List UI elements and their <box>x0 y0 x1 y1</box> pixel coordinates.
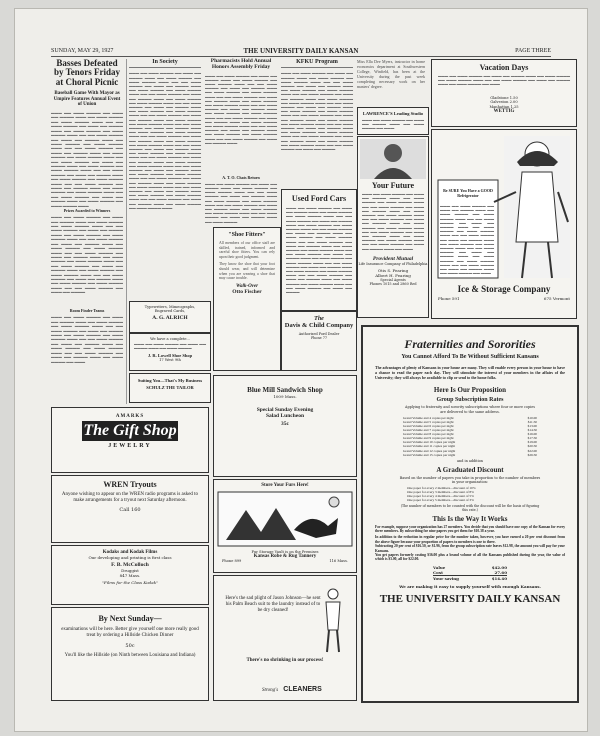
rate-label: Grand Volume and 7 copies per night <box>403 428 454 433</box>
vacation-title: Vacation Days <box>479 63 529 72</box>
shoe-title: "Shoe Fitters" <box>228 232 266 238</box>
value-label: Value <box>433 564 446 570</box>
shoe-brand: Walk-Over <box>235 283 259 289</box>
blue-mill-ad <box>213 375 357 477</box>
hillside-foot: You'll like the Hillside (on Ninth between Louisiana and Indiana) <box>64 653 196 658</box>
shoe-body-2: They know the shoe that your foot should wear, and will determine when you are wearing a shoe that may cause trouble. <box>219 262 275 281</box>
choral-body: ▬▬▬ ▬▬ ▬▬▬ ▬▬▬▬ ▬▬ ▬▬▬ ▬▬ ▬▬▬▬ ▬▬▬ ▬▬ ▬▬▬ ▬▬▬▬ ▬▬ ▬▬▬ ▬▬▬▬ ▬▬▬ ▬▬ ▬▬ ▬▬▬ ▬▬▬▬ ▬▬ ▬▬▬ ▬▬ ▬▬▬▬ ▬▬▬ ▬▬ ▬▬▬ ▬▬▬▬ ▬▬ ▬▬▬ ▬▬▬▬ ▬▬▬ ▬▬ ▬▬ ▬▬▬ ▬▬▬▬ ▬▬ ▬▬▬ ▬▬ ▬▬▬▬ ▬▬▬ ▬▬ ▬▬▬ ▬▬▬▬ ▬▬ ▬▬▬ ▬▬▬▬ ▬▬▬ ▬▬ ▬▬ ▬▬▬ ▬▬▬▬ ▬▬ ▬▬▬ ▬▬ ▬▬▬▬ ▬▬▬ ▬▬ ▬▬▬ ▬▬▬▬ ▬▬ ▬▬▬ ▬▬▬▬ ▬▬▬ ▬▬ ▬▬ ▬▬▬ ▬▬▬▬ ▬▬ ▬▬▬ ▬▬ ▬▬▬▬ ▬▬▬ ▬▬ ▬▬▬ ▬▬▬▬ ▬▬ ▬▬▬ ▬▬▬▬ ▬▬▬ ▬▬ ▬▬ ▬▬▬ ▬▬▬▬ ▬▬ ▬▬▬ ▬▬ ▬▬▬▬ ▬▬▬ ▬▬ ▬▬▬ ▬▬▬▬ ▬▬ ▬▬▬ ▬▬▬▬ ▬▬▬ ▬▬ ▬▬ ▬▬▬ ▬▬▬▬ ▬▬ ▬▬▬ ▬▬ ▬▬▬▬ ▬▬▬ ▬▬ ▬▬▬ ▬▬▬▬ ▬▬ ▬▬▬ ▬▬▬▬ ▬▬▬ ▬▬ ▬▬ ▬▬▬ ▬▬▬▬ ▬▬ ▬▬▬ ▬▬ ▬▬▬▬ ▬▬▬ ▬▬ ▬▬▬ ▬▬▬▬ ▬▬ ▬▬▬ ▬▬▬▬ ▬▬▬ <box>51 111 123 208</box>
bluemill-price: 35c <box>281 421 289 427</box>
rates-foot: and in addition <box>457 458 483 463</box>
pharm-body: ▬▬▬ ▬▬ ▬▬▬ ▬▬▬▬ ▬▬ ▬▬▬ ▬▬ ▬▬▬▬ ▬▬▬ ▬▬ ▬▬▬ ▬▬▬▬ ▬▬ ▬▬▬ ▬▬▬▬ ▬▬▬ ▬▬ ▬▬ ▬▬▬ ▬▬▬▬ ▬▬ ▬▬▬ ▬▬ ▬▬▬▬ ▬▬▬ ▬▬ ▬▬▬ ▬▬▬▬ ▬▬ ▬▬▬ ▬▬▬▬ ▬▬▬ ▬▬ ▬▬ ▬▬▬ ▬▬▬▬ ▬▬ ▬▬▬ ▬▬ ▬▬▬▬ ▬▬▬ ▬▬ ▬▬▬ ▬▬▬▬ ▬▬ ▬▬▬ ▬▬▬▬ ▬▬▬ ▬▬ ▬▬ ▬▬▬ ▬▬▬▬ ▬▬ ▬▬▬ ▬▬ ▬▬▬▬ ▬▬▬ ▬▬ ▬▬▬ ▬▬▬▬ ▬▬ ▬▬▬ ▬▬▬▬ ▬▬▬ ▬▬ ▬▬ ▬▬▬ ▬▬▬▬ ▬▬ ▬▬▬ ▬▬ ▬▬▬▬ ▬▬▬ ▬▬ ▬▬▬ ▬▬▬▬ ▬▬ ▬▬▬ ▬▬▬▬ ▬▬▬ ▬▬ ▬▬ ▬▬▬ ▬▬▬▬ ▬▬ ▬▬▬ ▬▬ ▬▬▬▬ ▬▬▬ ▬▬ ▬▬▬ ▬▬▬▬ ▬▬ ▬▬▬ ▬▬▬▬ ▬▬▬ ▬▬ ▬▬ ▬▬▬ ▬▬▬▬ ▬▬ ▬▬▬ ▬▬ ▬▬▬▬ ▬▬▬ <box>205 73 277 145</box>
column-kfku <box>281 59 353 187</box>
fur-caption: Fur Storage Vault is on the Premises <box>251 550 319 554</box>
frat-works-body-2: In addition to the reduction in regular price for the number taken, however, you have earned a 20 per cent discount from the above figure because your proportion of papers to members is one to three. <box>375 535 565 544</box>
rate-label: Grand Volume and 9 copies per night <box>403 436 454 441</box>
frat-apply: Applying to fraternity and sorority subscriptions where four or more copies are delivered to the same address. <box>405 405 535 414</box>
graduated-line: One paper for every 4 members—discount of 5% <box>407 494 474 499</box>
lowell-shoe-ad <box>129 333 211 371</box>
frat-summary <box>433 565 507 581</box>
graduated-line: One paper for every 5 members—discount of 3% <box>407 498 474 503</box>
frat-works-body-4: You get papers formerly costing $36.00 plus a brand volume of all the Kansans published during the year, the value of which is $3.00, all for $22.00. <box>375 552 565 562</box>
future-agent-title: Special Agents <box>380 278 406 282</box>
pharm-body-2: ▬▬▬ ▬▬ ▬▬▬ ▬▬▬▬ ▬▬ ▬▬▬ ▬▬ ▬▬▬▬ ▬▬▬ ▬▬ ▬▬▬ ▬▬▬▬ ▬▬ ▬▬▬ ▬▬▬▬ ▬▬▬ ▬▬ ▬▬ ▬▬▬ ▬▬▬▬ ▬▬ ▬▬▬ ▬▬ ▬▬▬▬ ▬▬▬ ▬▬ ▬▬▬ ▬▬▬▬ ▬▬ ▬▬▬ ▬▬▬▬ ▬▬▬ ▬▬ ▬▬ ▬▬▬ ▬▬▬▬ ▬▬ ▬▬▬ ▬▬ ▬▬▬▬ ▬▬▬ ▬▬ ▬▬▬ ▬▬▬▬ ▬▬ ▬▬▬ ▬▬▬▬ ▬▬▬ ▬▬ ▬▬ ▬▬▬ ▬▬▬▬ ▬▬ ▬▬▬ ▬▬ ▬▬▬▬ ▬▬▬ ▬▬ ▬▬▬ ▬▬▬▬ <box>205 181 277 224</box>
kodak-name: F. B. McColloch <box>111 562 149 568</box>
future-company: Provident Mutual <box>372 256 414 262</box>
cleaners-body: Here's the sad plight of Jason Johnson—he sent his Palm Beach suit to the laundry instead of to be dry cleaned! <box>225 596 321 613</box>
rate-label: Grand Volume and 4 copies per night <box>403 415 454 420</box>
ice-phone: Phone 591 <box>438 296 460 301</box>
davis-child-ad <box>281 311 357 371</box>
ice-body: ▬▬▬ ▬▬ ▬▬▬ ▬▬▬▬ ▬▬ ▬▬▬ ▬▬ ▬▬▬▬ ▬▬▬ ▬▬ ▬▬▬ ▬▬▬▬ ▬▬ ▬▬▬ ▬▬▬▬ ▬▬▬ ▬▬ ▬▬ ▬▬▬ ▬▬▬▬ ▬▬ ▬▬▬ ▬▬ ▬▬▬▬ ▬▬▬ ▬▬ ▬▬▬ ▬▬▬▬ ▬▬ ▬▬▬ ▬▬▬▬ ▬▬▬ ▬▬ ▬▬ ▬▬▬ ▬▬▬▬ ▬▬ ▬▬▬ ▬▬ ▬▬▬▬ ▬▬▬ ▬▬ ▬▬▬ ▬▬▬▬ ▬▬ ▬▬▬ ▬▬▬▬ ▬▬▬ ▬▬ ▬▬ ▬▬▬ ▬▬▬▬ ▬▬ ▬▬▬ ▬▬ ▬▬▬▬ ▬▬▬ ▬▬ ▬▬▬ ▬▬▬▬ ▬▬ ▬▬▬ ▬▬▬▬ ▬▬▬ ▬▬ ▬▬ ▬▬▬ ▬▬▬▬ ▬▬ ▬▬▬ ▬▬ ▬▬▬▬ ▬▬▬ ▬▬ ▬▬▬ ▬▬▬▬ ▬▬ ▬▬▬ <box>440 204 494 276</box>
pharm-section: A. T. O. Chats Return <box>222 174 260 180</box>
rate-label: Grand Volume and 10 copies per night <box>403 440 456 445</box>
rate-row <box>403 453 537 457</box>
frat-footer: THE UNIVERSITY DAILY KANSAN <box>379 592 561 605</box>
kodak-title: Kodaks and Kodak Films <box>102 550 158 555</box>
rate-price: $10.00 <box>527 415 537 420</box>
wren-call: Call 160 <box>119 507 141 513</box>
frat-works: This Is the Way It Works <box>432 514 508 523</box>
rate-label: Grand Volume and 6 copies per night <box>403 423 454 428</box>
vacation-line-1: Gladstone 1.50 <box>490 96 518 100</box>
society-title: In Society <box>129 59 201 68</box>
schulz-name: SCHULZ THE TAILOR <box>146 385 194 390</box>
kodak-ad <box>51 545 209 605</box>
rate-price: $20.50 <box>527 444 537 449</box>
choral-subhead: Baseball Game With Mayor as Umpire Features Annual Event of Union <box>53 91 121 107</box>
bluemill-salad: Salad Luncheon <box>265 413 305 419</box>
future-body: ▬▬▬ ▬▬ ▬▬▬ ▬▬▬▬ ▬▬ ▬▬▬ ▬▬ ▬▬▬▬ ▬▬▬ ▬▬ ▬▬▬ ▬▬▬▬ ▬▬ ▬▬▬ ▬▬▬▬ ▬▬▬ ▬▬ ▬▬ ▬▬▬ ▬▬▬▬ ▬▬ ▬▬▬ ▬▬ ▬▬▬▬ ▬▬▬ ▬▬ ▬▬▬ ▬▬▬▬ ▬▬ ▬▬▬ ▬▬▬▬ ▬▬▬ ▬▬ ▬▬ ▬▬▬ ▬▬▬▬ ▬▬ ▬▬▬ ▬▬ ▬▬▬▬ ▬▬▬ ▬▬ ▬▬▬ ▬▬▬▬ ▬▬ ▬▬▬ ▬▬▬▬ ▬▬▬ ▬▬ ▬▬ ▬▬▬ ▬▬▬▬ ▬▬ ▬▬▬ ▬▬ ▬▬▬▬ ▬▬▬ ▬▬ ▬▬▬ ▬▬▬▬ ▬▬ ▬▬▬ ▬▬▬▬ ▬▬▬ ▬▬ ▬▬ ▬▬▬ ▬▬▬▬ ▬▬ ▬▬▬ ▬▬ ▬▬▬▬ ▬▬▬ ▬▬ ▬▬▬ <box>362 192 424 251</box>
rate-label: Grand Volume and 15 copies per night <box>403 452 456 457</box>
lawrence-studio-title: LAWRENCE'S Leading Studio <box>362 111 424 116</box>
provident-mutual-ad <box>357 136 429 318</box>
davis-name: Davis & Child Company <box>284 322 354 329</box>
lowell-name: J. R. Lowell Shoe Shop <box>147 353 193 358</box>
future-company-sub: Life Insurance Company of Philadelphia <box>358 262 428 266</box>
wren-body: Anyone wishing to appear on the WREN radio programs is asked to make arrangements for a tryout next Saturday afternoon. <box>61 492 199 503</box>
column-divider <box>126 59 127 404</box>
cleaners-ad <box>213 575 357 701</box>
value-amount: $42.00 <box>491 564 507 570</box>
alrich-name: A. G. ALRICH <box>152 315 188 321</box>
davis-phone: Phone 77 <box>310 336 328 340</box>
lowell-body: ▬▬▬ ▬▬ ▬▬▬ ▬▬▬▬ ▬▬ ▬▬▬ ▬▬ ▬▬▬▬ ▬▬▬ ▬▬ ▬▬▬ ▬▬▬▬ <box>134 342 206 351</box>
frat-works-body-3: Subtracting 20 per cent of $16.50, or $1.96, from the group subscription rate leaves $12.98, the amount you will pay for your Kansans. <box>375 544 565 553</box>
ice-storage-ad <box>431 129 577 319</box>
fur-address: 116 Mass. <box>329 559 348 563</box>
newspaper-page <box>14 8 588 732</box>
man-illustration <box>318 586 348 656</box>
cost-amount: 27.60 <box>494 569 507 575</box>
lowell-line-1: We have a complete... <box>150 337 190 341</box>
davis-sub: Authorized Ford Dealer <box>298 332 340 336</box>
frat-grad-body: Based on the number of papers you take in proportion to the number of members in your organization: <box>399 475 541 484</box>
vacation-line-2: Galveston 2.00 <box>490 100 518 105</box>
cleaners-logo-text: Strong's <box>262 688 279 693</box>
myers-body: Miss Ella Dee Myers, instructor in home economics department at Southwestern College, Winfield, has been at the University during the past week completing necessary work on her masters' degree. <box>357 59 425 89</box>
bluemill-title: Blue Mill Sandwich Shop <box>247 386 323 394</box>
alrich-line-1: Typewriters, Mimeographs, <box>144 305 196 309</box>
fraternities-ad <box>361 325 579 703</box>
kodak-body: Our developing and printing is first class <box>88 555 172 560</box>
frat-proposition: Here Is Our Proposition <box>433 386 507 395</box>
schulz-title: Suiting You—That's My Business <box>137 378 203 383</box>
ice-title: Ice & Storage Company <box>457 284 551 294</box>
kodak-sub: Druggist <box>121 568 139 573</box>
graduated-line: One paper for every 3 members—discount of 8% <box>407 490 474 495</box>
frat-intro: The advantages of plenty of Kansans in your house are many. They will enable every person in your house to have a chance to read the paper each day. They will stimulate the interest of your members in the affairs of the University; they will always be available to clip or send to the home folks. <box>375 366 565 380</box>
gift-main: The Gift Shop <box>83 422 177 439</box>
kfku-body: ▬▬▬ ▬▬ ▬▬▬ ▬▬▬▬ ▬▬ ▬▬▬ ▬▬ ▬▬▬▬ ▬▬▬ ▬▬ ▬▬▬ ▬▬▬▬ ▬▬ ▬▬▬ ▬▬▬▬ ▬▬▬ ▬▬ ▬▬ ▬▬▬ ▬▬▬▬ ▬▬ ▬▬▬ ▬▬ ▬▬▬▬ ▬▬▬ ▬▬ ▬▬▬ ▬▬▬▬ ▬▬ ▬▬▬ ▬▬▬▬ ▬▬▬ ▬▬ ▬▬ ▬▬▬ ▬▬▬▬ ▬▬ ▬▬▬ ▬▬ ▬▬▬▬ ▬▬▬ ▬▬ ▬▬▬ ▬▬▬▬ ▬▬ ▬▬▬ ▬▬▬▬ ▬▬▬ ▬▬ ▬▬ ▬▬▬ ▬▬▬▬ ▬▬ ▬▬▬ ▬▬ ▬▬▬▬ ▬▬▬ ▬▬ ▬▬▬ ▬▬▬▬ ▬▬ ▬▬▬ ▬▬▬▬ ▬▬▬ ▬▬ ▬▬ ▬▬▬ ▬▬▬▬ ▬▬ ▬▬▬ ▬▬ ▬▬▬▬ ▬▬▬ ▬▬ ▬▬▬ ▬▬▬▬ ▬▬ ▬▬▬ ▬▬▬▬ ▬▬▬ ▬▬ ▬▬ ▬▬▬ ▬▬▬▬ ▬▬ ▬▬▬ ▬▬ ▬▬▬▬ ▬▬▬ ▬▬ ▬▬▬ ▬▬▬▬ ▬▬ ▬▬▬ ▬▬▬▬ ▬▬▬ ▬▬ ▬▬ ▬▬▬ ▬▬▬▬ ▬▬ ▬▬▬ ▬▬ ▬▬▬▬ ▬▬▬ ▬▬ ▬▬▬ ▬▬▬▬ ▬▬ ▬▬▬ ▬▬▬▬ ▬▬▬ ▬▬ ▬▬ ▬▬▬ ▬▬▬▬ ▬▬ ▬▬▬ ▬▬ ▬▬▬▬ <box>281 71 353 151</box>
choral-body-2: ▬▬▬ ▬▬ ▬▬▬ ▬▬▬▬ ▬▬ ▬▬▬ ▬▬ ▬▬▬▬ ▬▬▬ ▬▬ ▬▬▬ ▬▬▬▬ ▬▬ ▬▬▬ ▬▬▬▬ ▬▬▬ ▬▬ ▬▬ ▬▬▬ ▬▬▬▬ ▬▬ ▬▬▬ ▬▬ ▬▬▬▬ ▬▬▬ ▬▬ ▬▬▬ ▬▬▬▬ ▬▬ ▬▬▬ ▬▬▬▬ ▬▬▬ ▬▬ ▬▬ ▬▬▬ ▬▬▬▬ ▬▬ ▬▬▬ ▬▬ ▬▬▬▬ ▬▬▬ ▬▬ ▬▬▬ ▬▬▬▬ ▬▬ ▬▬▬ ▬▬▬▬ ▬▬▬ ▬▬ ▬▬ ▬▬▬ ▬▬▬▬ ▬▬ ▬▬▬ ▬▬ ▬▬▬▬ ▬▬▬ ▬▬ ▬▬▬ ▬▬▬▬ ▬▬ ▬▬▬ ▬▬▬▬ ▬▬▬ ▬▬ ▬▬ ▬▬▬ ▬▬▬▬ ▬▬ ▬▬▬ ▬▬ ▬▬▬▬ ▬▬▬ ▬▬ ▬▬▬ ▬▬▬▬ ▬▬ ▬▬▬ ▬▬▬▬ ▬▬▬ ▬▬ ▬▬ ▬▬▬ ▬▬▬▬ ▬▬ ▬▬▬ ▬▬ ▬▬▬▬ ▬▬▬ ▬▬ ▬▬▬ ▬▬▬▬ ▬▬ ▬▬▬ ▬▬▬▬ ▬▬▬ ▬▬ ▬▬ ▬▬▬ ▬▬▬▬ ▬▬ ▬▬▬ ▬▬ ▬▬▬▬ <box>51 215 123 295</box>
summary-saving-row <box>433 575 507 581</box>
kodak-address: 847 Mass. <box>119 573 141 578</box>
fur-name: Kansas Robe & Rug Tannery <box>253 554 317 559</box>
cost-label: Cost <box>433 569 443 575</box>
used-ford-ad <box>281 189 357 311</box>
rate-label: Grand Volume and 12 copies per night <box>403 448 456 453</box>
hillside-price: 50c <box>125 643 135 649</box>
shoe-name: Otto Fischer <box>232 288 262 295</box>
column-society <box>129 59 201 299</box>
graduated-list <box>407 486 533 502</box>
society-body: ▬▬▬ ▬▬ ▬▬▬ ▬▬▬▬ ▬▬ ▬▬▬ ▬▬ ▬▬▬▬ ▬▬▬ ▬▬ ▬▬▬ ▬▬▬▬ ▬▬ ▬▬▬ ▬▬▬▬ ▬▬▬ ▬▬ ▬▬ ▬▬▬ ▬▬▬▬ ▬▬ ▬▬▬ ▬▬ ▬▬▬▬ ▬▬▬ ▬▬ ▬▬▬ ▬▬▬▬ ▬▬ ▬▬▬ ▬▬▬▬ ▬▬▬ ▬▬ ▬▬ ▬▬▬ ▬▬▬▬ ▬▬ ▬▬▬ ▬▬ ▬▬▬▬ ▬▬▬ ▬▬ ▬▬▬ ▬▬▬▬ ▬▬ ▬▬▬ ▬▬▬▬ ▬▬▬ ▬▬ ▬▬ ▬▬▬ ▬▬▬▬ ▬▬ ▬▬▬ ▬▬ ▬▬▬▬ ▬▬▬ ▬▬ ▬▬▬ ▬▬▬▬ ▬▬ ▬▬▬ ▬▬▬▬ ▬▬▬ ▬▬ ▬▬ ▬▬▬ ▬▬▬▬ ▬▬ ▬▬▬ ▬▬ ▬▬▬▬ ▬▬▬ ▬▬ ▬▬▬ ▬▬▬▬ ▬▬ ▬▬▬ ▬▬▬▬ ▬▬▬ ▬▬ ▬▬ ▬▬▬ ▬▬▬▬ ▬▬ ▬▬▬ ▬▬ ▬▬▬▬ ▬▬▬ ▬▬ ▬▬▬ ▬▬▬▬ ▬▬ ▬▬▬ ▬▬▬▬ ▬▬▬ ▬▬ ▬▬ ▬▬▬ ▬▬▬▬ ▬▬ ▬▬▬ ▬▬ ▬▬▬▬ ▬▬▬ ▬▬ ▬▬▬ ▬▬▬▬ ▬▬ ▬▬▬ ▬▬▬▬ ▬▬▬ ▬▬ ▬▬ ▬▬▬ ▬▬▬▬ ▬▬ ▬▬▬ ▬▬ ▬▬▬▬ ▬▬▬ ▬▬ ▬▬▬ ▬▬▬▬ ▬▬ ▬▬▬ ▬▬▬▬ ▬▬▬ ▬▬ ▬▬ ▬▬▬ ▬▬▬▬ ▬▬ ▬▬▬ ▬▬ ▬▬▬▬ ▬▬▬ ▬▬ ▬▬▬ ▬▬▬▬ ▬▬ ▬▬▬ ▬▬▬▬ ▬▬▬ ▬▬ ▬▬ ▬▬▬ ▬▬▬▬ ▬▬ ▬▬▬ ▬▬ ▬▬▬▬ ▬▬▬ ▬▬ ▬▬▬ ▬▬▬▬ ▬▬ ▬▬▬ ▬▬▬▬ ▬▬▬ ▬▬ ▬▬ ▬▬▬ ▬▬▬▬ ▬▬ ▬▬▬ ▬▬ ▬▬▬▬ ▬▬▬ ▬▬ ▬▬▬ ▬▬▬▬ ▬▬ ▬▬▬ ▬▬▬▬ ▬▬▬ ▬▬ ▬▬ ▬▬▬ ▬▬▬▬ ▬▬ ▬▬▬ ▬▬ ▬▬▬▬ ▬▬▬ ▬▬ ▬▬▬ ▬▬▬▬ ▬▬ ▬▬▬ ▬▬▬▬ ▬▬▬ ▬▬ ▬▬ ▬▬▬ ▬▬▬▬ ▬▬ ▬▬▬ ▬▬ ▬▬▬▬ ▬▬▬ ▬▬ ▬▬▬ ▬▬▬▬ ▬▬ ▬▬▬ ▬▬▬▬ ▬▬▬ <box>129 71 201 210</box>
rate-price: $26.50 <box>527 452 537 457</box>
schulz-tailor-ad <box>129 373 211 403</box>
fur-phone: Phone 899 <box>222 559 242 563</box>
fur-footer <box>214 559 356 563</box>
shoe-body: All members of our office staff are skilled, trained, informed and careful shoe fitters. You can rely upon their good judgment. <box>219 241 275 259</box>
fur-title: Store Your Furs Here! <box>261 483 309 488</box>
masthead-rule <box>51 56 551 57</box>
shoe-fitters-ad <box>213 227 281 371</box>
rate-label: Grand Volume and 11 copies per night <box>403 444 456 449</box>
bluemill-address: 1009 Mass. <box>273 394 297 399</box>
frat-works-body: For example, suppose your organization has 27 members. You decide that you should have one copy of the Kansan for every three members. By subscribing for nine papers you get them for $10.38 a year. <box>375 524 565 533</box>
future-agent-1: Otis S. Fearing <box>377 268 409 273</box>
column-myers <box>357 59 425 103</box>
hillside-ad <box>51 607 209 701</box>
rate-price: $14.50 <box>527 428 537 433</box>
lowell-address: 17 West 9th <box>159 358 181 362</box>
kfku-title: KFKU Program <box>281 59 353 68</box>
hillside-title: By Next Sunday— <box>98 614 162 623</box>
wren-title: WREN Tryouts <box>103 480 157 489</box>
ford-body: ▬▬▬ ▬▬ ▬▬▬ ▬▬▬▬ ▬▬ ▬▬▬ ▬▬ ▬▬▬▬ ▬▬▬ ▬▬ ▬▬▬ ▬▬▬▬ ▬▬ ▬▬▬ ▬▬▬▬ ▬▬▬ ▬▬ ▬▬ ▬▬▬ ▬▬▬▬ ▬▬ ▬▬▬ ▬▬ ▬▬▬▬ ▬▬▬ ▬▬ ▬▬▬ ▬▬▬▬ ▬▬ ▬▬▬ ▬▬▬▬ ▬▬▬ ▬▬ ▬▬ ▬▬▬ ▬▬▬▬ ▬▬ ▬▬▬ ▬▬ ▬▬▬▬ ▬▬▬ ▬▬ ▬▬▬ ▬▬▬▬ ▬▬ ▬▬▬ ▬▬▬▬ ▬▬▬ ▬▬ ▬▬ ▬▬▬ ▬▬▬▬ ▬▬ ▬▬▬ ▬▬ ▬▬▬▬ ▬▬▬ ▬▬ ▬▬▬ ▬▬▬▬ ▬▬ ▬▬▬ ▬▬▬▬ ▬▬▬ ▬▬ ▬▬ ▬▬▬ ▬▬▬▬ ▬▬ ▬▬▬ ▬▬ ▬▬▬▬ ▬▬▬ ▬▬ ▬▬▬ ▬▬▬▬ ▬▬ ▬▬▬ ▬▬▬▬ ▬▬▬ ▬▬ ▬▬ ▬▬▬ ▬▬▬▬ ▬▬ ▬▬▬ ▬▬ ▬▬▬▬ ▬▬▬ ▬▬ ▬▬▬ ▬▬▬▬ ▬▬ ▬▬▬ ▬▬▬▬ ▬▬▬ ▬▬ ▬▬ ▬▬▬ ▬▬▬▬ ▬▬ ▬▬▬ ▬▬ ▬▬▬▬ ▬▬▬ ▬▬ ▬▬▬ ▬▬▬▬ ▬▬ ▬▬▬ ▬▬▬▬ ▬▬▬ ▬▬ ▬▬ ▬▬▬ ▬▬▬▬ ▬▬ ▬▬▬ ▬▬ ▬▬▬▬ <box>286 206 352 295</box>
rates-table <box>403 416 537 457</box>
hillside-body: examinations will be here. Better give yourself one more really good treat by ordering a Hillside Chicken Dinner <box>61 627 199 638</box>
rate-price: $13.00 <box>527 423 537 428</box>
rate-price: $16.00 <box>527 432 537 437</box>
fur-illustration <box>216 490 354 548</box>
column-choral-story <box>51 59 123 399</box>
alrich-ad <box>129 301 211 333</box>
bluemill-special: Special Sunday Evening <box>256 407 314 413</box>
graduated-line: One paper for every 2 members—discount of 10% <box>407 486 476 491</box>
future-title: Your Future <box>371 181 415 190</box>
pharm-headline: Pharmacists Hold Annual Honors Assembly Friday <box>210 58 272 70</box>
ice-caption: Be SURE You Have a GOOD Refrigerator <box>443 188 493 198</box>
frat-subtitle: You Cannot Afford To Be Without Sufficient Kansans <box>401 354 539 360</box>
vacation-body: ▬▬▬ ▬▬ ▬▬▬ ▬▬▬▬ ▬▬ ▬▬▬ ▬▬ ▬▬▬▬ ▬▬▬ ▬▬ ▬▬▬ ▬▬▬▬ ▬▬ ▬▬▬ ▬▬▬▬ ▬▬▬ ▬▬ ▬▬ ▬▬▬ ▬▬▬▬ ▬▬ ▬▬▬ ▬▬ ▬▬▬▬ ▬▬▬ ▬▬ ▬▬▬ ▬▬▬▬ ▬▬ ▬▬▬ <box>438 74 570 87</box>
portrait-illustration <box>360 139 426 179</box>
frat-title: Fraternities and Sororities <box>404 337 536 351</box>
masthead-paper: THE UNIVERSITY DAILY KANSAN <box>243 47 359 55</box>
choral-section-teams: Room Finder Teams <box>69 308 105 314</box>
lawrence-studio-ad <box>357 107 429 135</box>
fur-storage-ad <box>213 479 357 573</box>
ford-title: Used Ford Cars <box>291 194 347 203</box>
cleaners-body-2: There's no shrinking in our process! <box>246 658 324 663</box>
masthead-page: PAGE THREE <box>515 48 551 54</box>
davis-the: The <box>314 316 324 322</box>
gift-top: AMARKS <box>115 414 145 419</box>
vacation-ad <box>431 59 577 127</box>
future-agent-2: Albert H. Fearing <box>375 273 411 278</box>
kodak-tag: "Films for the Class Kodak" <box>102 580 158 585</box>
choral-body-3: ▬▬▬ ▬▬ ▬▬▬ ▬▬▬▬ ▬▬ ▬▬▬ ▬▬ ▬▬▬▬ ▬▬▬ ▬▬ ▬▬▬ ▬▬▬▬ ▬▬ ▬▬▬ ▬▬▬▬ ▬▬▬ ▬▬ ▬▬ ▬▬▬ ▬▬▬▬ ▬▬ ▬▬▬ ▬▬ ▬▬▬▬ ▬▬▬ ▬▬ ▬▬▬ ▬▬▬▬ ▬▬ ▬▬▬ ▬▬▬▬ ▬▬▬ ▬▬ ▬▬ ▬▬▬ ▬▬▬▬ ▬▬ ▬▬▬ ▬▬ ▬▬▬▬ ▬▬▬ ▬▬ ▬▬▬ ▬▬▬▬ ▬▬ ▬▬▬ ▬▬▬▬ ▬▬▬ ▬▬ ▬▬ ▬▬▬ ▬▬▬▬ ▬▬ ▬▬▬ ▬▬ ▬▬▬▬ ▬▬▬ ▬▬ ▬▬▬ ▬▬▬▬ ▬▬ ▬▬▬ <box>51 315 123 364</box>
saving-amount: $14.40 <box>491 575 507 581</box>
gift-sub: JEWELRY <box>108 443 152 449</box>
lawrence-studio-body: ▬▬▬ ▬▬ ▬▬▬ ▬▬▬▬ ▬▬ ▬▬▬ ▬▬ ▬▬▬▬ ▬▬▬ ▬▬ ▬▬▬ ▬▬▬▬ ▬▬ ▬▬▬ <box>362 118 424 131</box>
future-phone: Phones 1015 and 2860 Red <box>369 282 417 286</box>
rate-price: $11.50 <box>527 419 537 424</box>
frat-group-title: Group Subscription Rates <box>436 397 504 404</box>
rate-price: $22.00 <box>527 448 537 453</box>
cleaners-logo <box>262 676 332 695</box>
cleaners-name: CLEANERS <box>283 686 322 693</box>
ice-address: 675 Vermont <box>543 296 570 301</box>
choral-section-prizes: Prizes Awarded to Winners <box>63 208 111 214</box>
ice-footer <box>432 294 576 303</box>
gift-shop-ad <box>51 407 209 473</box>
rate-label: Grand Volume and 8 copies per night <box>403 432 454 437</box>
alrich-line-2: Engraved Cards, <box>154 309 186 313</box>
masthead-date: SUNDAY, MAY 29, 1927 <box>51 48 114 54</box>
frat-grad-foot: (The number of members to be counted with the discount will be the basis of figuring this rate.) <box>400 503 540 512</box>
vacation-line-3: Manhattan 1.25 <box>489 104 519 109</box>
frat-delight: We are making it easy to supply yourself with enough Kansans. <box>399 583 541 589</box>
rate-price: $19.00 <box>527 440 537 445</box>
saving-label: Your saving <box>433 575 459 581</box>
frat-graduated: A Graduated Discount <box>436 465 504 474</box>
choral-headline: Basses Defeated by Tenors Friday at Choral Picnic <box>53 58 120 87</box>
rate-price: $17.50 <box>527 436 537 441</box>
wren-tryouts-ad <box>51 475 209 543</box>
rate-label: Grand Volume and 5 copies per night <box>403 419 454 424</box>
vacation-name: WETTIG <box>493 109 515 115</box>
